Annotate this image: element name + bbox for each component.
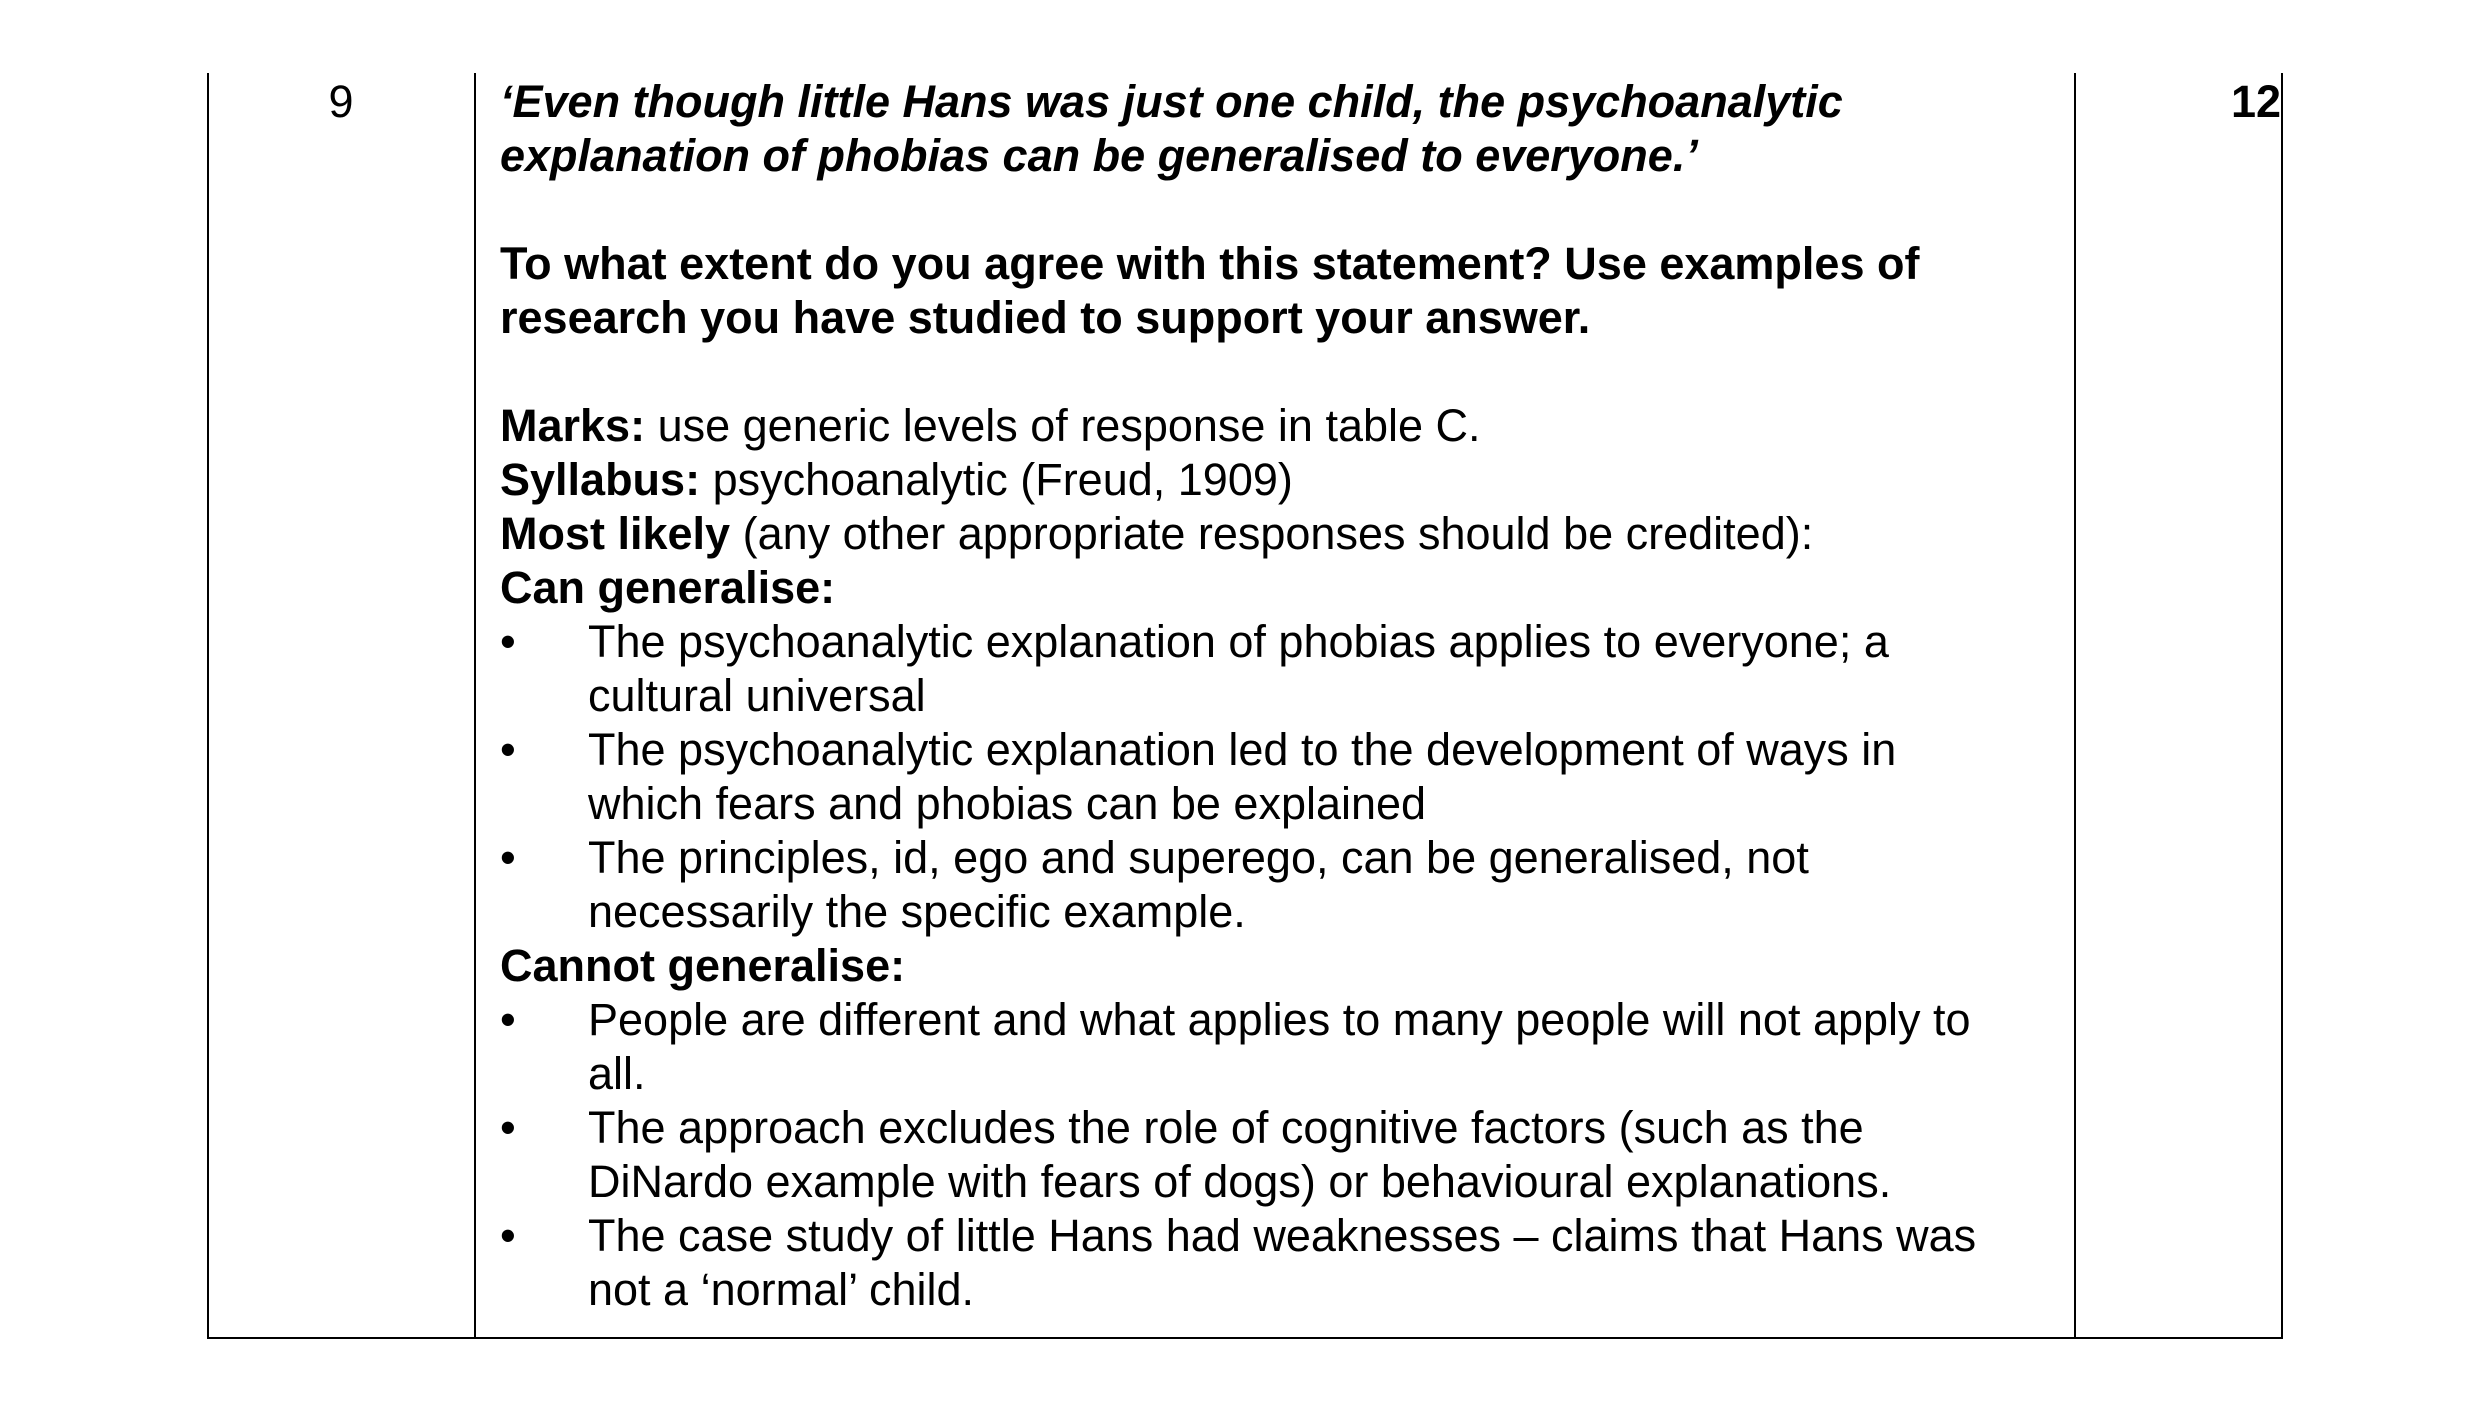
list-item-line: all. (588, 1048, 646, 1099)
most-likely-label: Most likely (500, 508, 731, 559)
list-item (500, 615, 2060, 723)
list-item-line: DiNardo example with fears of dogs) or behavioural explanations. (588, 1156, 1892, 1207)
bullet-icon: • (500, 832, 516, 883)
list-item (500, 723, 2060, 831)
bullet-icon: • (500, 1102, 516, 1153)
list-item-line: which fears and phobias can be explained (588, 778, 1427, 829)
can-generalise-list (500, 615, 2060, 939)
cannot-generalise-list (500, 993, 2060, 1317)
syllabus-guidance (500, 453, 2060, 507)
quote-line: ‘Even though little Hans was just one child, the psychoanalytic (500, 76, 1843, 127)
table-divider-marks-column (2074, 73, 2076, 1339)
list-item-line: cultural universal (588, 670, 926, 721)
list-item-line: The psychoanalytic explanation of phobias applies to everyone; a (588, 616, 1889, 667)
list-item-line: not a ‘normal’ child. (588, 1264, 975, 1315)
bullet-icon: • (500, 616, 516, 667)
cannot-generalise-heading: Cannot generalise: (500, 940, 906, 991)
list-item (500, 993, 2060, 1101)
question-marks: 12 (2230, 76, 2281, 127)
bullet-icon: • (500, 1210, 516, 1261)
question-number: 9 (328, 76, 354, 127)
table-border-bottom (207, 1337, 2283, 1339)
prompt-line: To what extent do you agree with this statement? Use examples of (500, 238, 1920, 289)
quote-line: explanation of phobias can be generalised to everyone.’ (500, 130, 1698, 181)
marks-text: use generic levels of response in table C. (645, 400, 1481, 451)
question-quote (500, 75, 2060, 183)
most-likely-guidance (500, 507, 2060, 561)
list-item-line: The psychoanalytic explanation led to the development of ways in (588, 724, 1897, 775)
list-item-line: People are different and what applies to many people will not apply to (588, 994, 1971, 1045)
list-item-line: The case study of little Hans had weaknesses – claims that Hans was (588, 1210, 1977, 1261)
marks-label: Marks: (500, 400, 646, 451)
table-border-right (2281, 73, 2283, 1339)
list-item-line: necessarily the specific example. (588, 886, 1246, 937)
list-item (500, 1101, 2060, 1209)
answer-guidance-cell (500, 73, 2060, 1317)
table-divider-question-column (474, 73, 476, 1339)
table-border-left (207, 73, 209, 1339)
list-item (500, 831, 2060, 939)
marks-guidance (500, 399, 2060, 453)
syllabus-text: psychoanalytic (Freud, 1909) (700, 454, 1293, 505)
question-prompt (500, 237, 2060, 345)
prompt-line: research you have studied to support your answer. (500, 292, 1591, 343)
bullet-icon: • (500, 724, 516, 775)
list-item (500, 1209, 2060, 1317)
list-item-line: The approach excludes the role of cognitive factors (such as the (588, 1102, 1864, 1153)
syllabus-label: Syllabus: (500, 454, 701, 505)
list-item-line: The principles, id, ego and superego, can be generalised, not (588, 832, 1809, 883)
bullet-icon: • (500, 994, 516, 1045)
most-likely-text: (any other appropriate responses should be credited): (730, 508, 1814, 559)
can-generalise-heading: Can generalise: (500, 562, 836, 613)
